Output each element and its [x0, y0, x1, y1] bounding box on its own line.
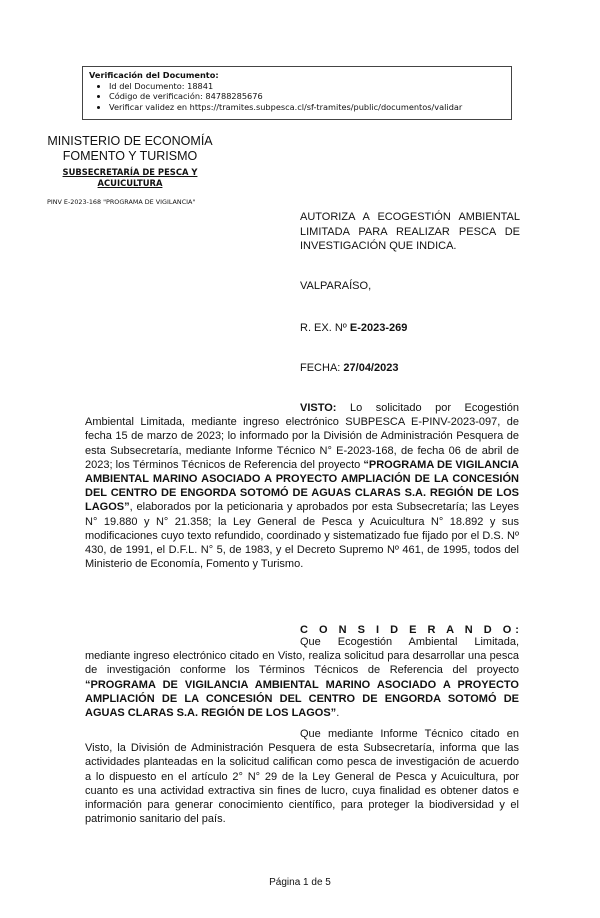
visto-label: VISTO: [300, 402, 337, 414]
resolution-subject: AUTORIZA A ECOGESTIÓN AMBIENTAL LIMITADA PARA REALIZAR PESCA DE INVESTIGACIÓN QUE INDICA. [300, 211, 520, 252]
rex-label: R. EX. Nº [300, 322, 347, 334]
visto-project-title: “PROGRAMA DE VIGILANCIA AMBIENTAL MARINO ASOCIADO A PROYECTO AMPLIACIÓN DE LA CONCESIÓN DEL CENTRO DE ENGORDA SOTOMÓ DE AGUAS CLARAS S.A. REGIÓN DE LOS LAGOS” [85, 458, 519, 514]
visto-paragraph [85, 401, 519, 571]
considerando-paragraph-1 [85, 635, 519, 720]
considerando-2-text: Que mediante Informe Técnico citado en Visto, la División de Administración Pesquera de esta Subsecretaría, informa que las actividades planteadas en la solicitud califican como pesca de investigación de acuerdo a lo dispuesto en el artículo 2° N° 29 de la Ley General de Pesca y Acuicultura, por cuanto es una actividad extractiva sin fines de lucro, cuya finalidad es obtener datos e información para generar conocimiento científico, para proteger la biodiversidad y el patrimonio sanitario del país. [85, 728, 519, 826]
subsecretaria-name: SUBSECRETARÍA DE PESCA Y ACUICULTURA [62, 167, 198, 188]
verification-box [82, 66, 512, 120]
verification-code: • Código de verificación: 84788285676 [109, 91, 511, 102]
date-label: FECHA: [300, 362, 341, 374]
place: VALPARAÍSO, [300, 280, 372, 292]
resolution-number [300, 321, 520, 336]
page-number: Página 1 de 5 [269, 877, 331, 888]
verification-link[interactable]: • Verificar validez en https://tramites.subpesca.cl/sf-tramites/public/documentos/validar [109, 102, 511, 113]
ministry-line-1: MINISTERIO DE ECONOMÍA [47, 134, 213, 148]
considerando-1-text: Que Ecogestión Ambiental Limitada, mediante ingreso electrónico citado en Visto, realiza solicitud para desarrollar una pesca de investigación conforme los Términos Técnicos de Referencia del proyecto [85, 636, 519, 677]
considerando-1-end: . [336, 707, 340, 720]
ministry-name [40, 134, 220, 164]
considerando-1-project-title: “PROGRAMA DE VIGILANCIA AMBIENTAL MARINO ASOCIADO A PROYECTO AMPLIACIÓN DE LA CONCESIÓN DEL CENTRO DE ENGORDA SOTOMÓ DE AGUAS CLARAS S.A. REGIÓN DE LOS LAGOS” [85, 678, 519, 720]
verification-title: Verificación del Documento: [89, 70, 219, 80]
document-id: • Id del Documento: 18841 [109, 81, 511, 92]
date-value: 27/04/2023 [343, 362, 399, 374]
verification-list [89, 81, 511, 113]
resolution-date [300, 361, 520, 376]
rex-number: E-2023-269 [349, 322, 408, 334]
visto-text-a: Lo solicitado por Ecogestión Ambiental Limitada, mediante ingreso electrónico SUBPESCA E-PINV-2023-097, de fecha 15 de marzo de 2023; lo informado por la División de Administración Pesquera de esta Subsecretaría, mediante Informe Técnico N° E-2023-168, de fecha 06 de abril de 2023; los Términos Técnicos de Referencia del proyecto [85, 402, 519, 471]
ministry-line-2: FOMENTO Y TURISMO [62, 149, 198, 163]
project-reference: PINV E-2023-168 "PROGRAMA DE VIGILANCIA" [47, 198, 196, 206]
visto-text-b: , elaborados por la peticionaria y aprobados por esta Subsecretaría; las Leyes N° 19.880 y N° 21.358; la Ley General de Pesca y Acuicultura N° 18.892 y sus modificaciones cuyo texto refundido, coordinado y sistematizado fue fijado por el D.S. Nº 430, de 1991, el D.F.L. N° 5, de 1983, y el Decreto Supremo Nº 461, de 1995, todos del Ministerio de Economía, Fomento y Turismo. [85, 501, 519, 571]
considerando-paragraph-2 [85, 727, 519, 826]
considerando-heading: C O N S I D E R A N D O: [300, 624, 523, 636]
